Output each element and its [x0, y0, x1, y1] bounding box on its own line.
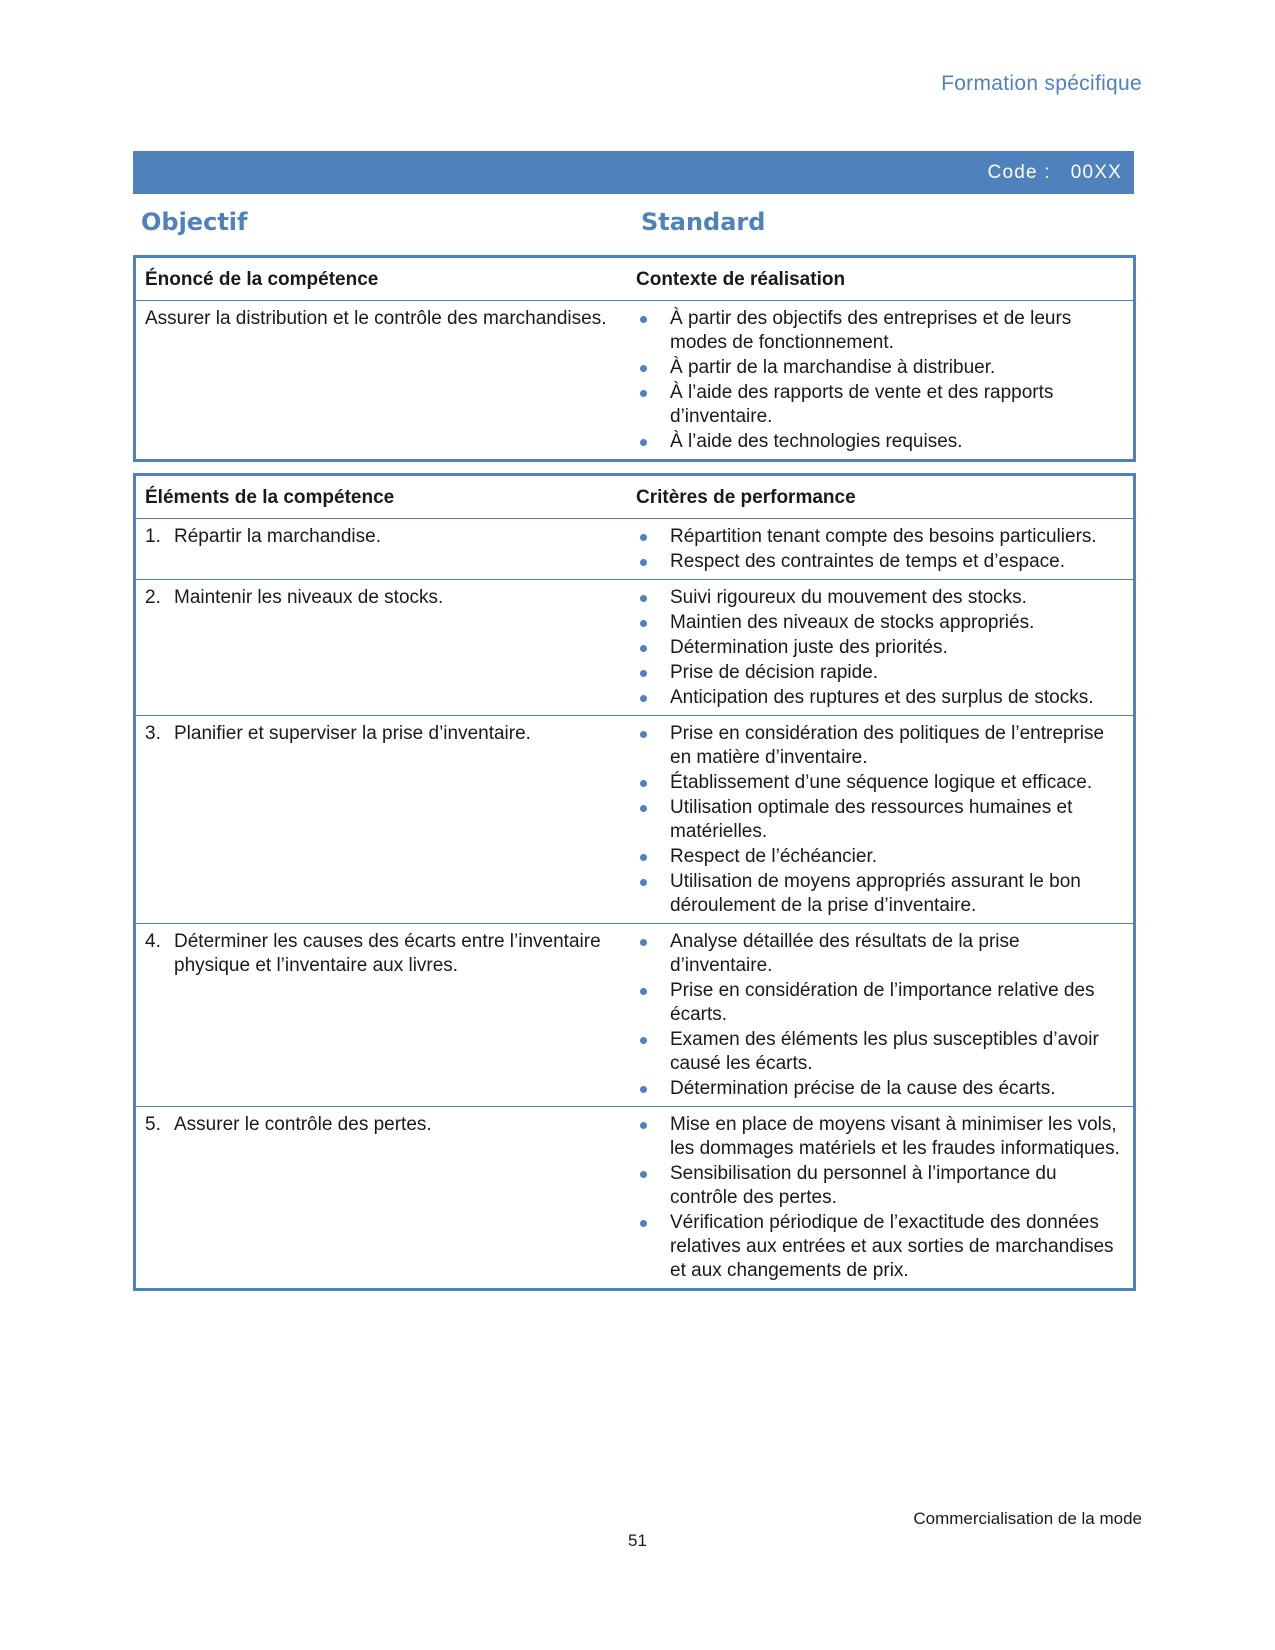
list-item: Détermination juste des priorités.	[636, 636, 1123, 660]
competency-elements-table	[133, 473, 1136, 1291]
list-item: Mise en place de moyens visant à minimiser les vols, les dommages matériels et les fraudes informatiques.	[636, 1113, 1123, 1161]
element-number: 3.	[145, 723, 161, 744]
code-label: Code :	[987, 161, 1051, 183]
element-number: 1.	[145, 526, 161, 547]
list-item: Utilisation de moyens appropriés assurant le bon déroulement de la prise d’inventaire.	[636, 870, 1123, 918]
criteria-list	[636, 525, 1123, 574]
list-item: Anticipation des ruptures et des surplus de stocks.	[636, 686, 1123, 710]
code-value: 00XX	[1070, 161, 1122, 183]
element-text: Maintenir les niveaux de stocks.	[174, 587, 444, 608]
page-number: 51	[628, 1531, 647, 1550]
list-item: Détermination précise de la cause des écarts.	[636, 1077, 1123, 1101]
list-item: Maintien des niveaux de stocks appropriés.	[636, 611, 1123, 635]
list-item: À l’aide des rapports de vente et des rapports d’inventaire.	[636, 381, 1123, 429]
table-row	[136, 580, 1133, 716]
context-list	[636, 307, 1123, 454]
element-item	[145, 525, 627, 549]
table-row	[136, 519, 1133, 580]
criteria-header: Critères de performance	[636, 487, 856, 508]
list-item: Respect de l’échéancier.	[636, 845, 1123, 869]
table-row	[136, 716, 1133, 924]
list-item: Établissement d’une séquence logique et efficace.	[636, 771, 1123, 795]
element-text: Déterminer les causes des écarts entre l’inventaire physique et l’inventaire aux livres.	[174, 931, 601, 976]
list-item: Examen des éléments les plus susceptibles d’avoir causé les écarts.	[636, 1028, 1123, 1076]
list-item: Prise en considération des politiques de l’entreprise en matière d’inventaire.	[636, 722, 1123, 770]
list-item: Analyse détaillée des résultats de la prise d’inventaire.	[636, 930, 1123, 978]
list-item: Prise de décision rapide.	[636, 661, 1123, 685]
table-header-row	[136, 476, 1133, 519]
competency-statement: Assurer la distribution et le contrôle des marchandises.	[145, 308, 607, 329]
element-text: Planifier et superviser la prise d’inventaire.	[174, 723, 531, 744]
list-item: Suivi rigoureux du mouvement des stocks.	[636, 586, 1123, 610]
list-item: À l’aide des technologies requises.	[636, 430, 1123, 454]
list-item: Sensibilisation du personnel à l’importance du contrôle des pertes.	[636, 1162, 1123, 1210]
list-item: Respect des contraintes de temps et d’espace.	[636, 550, 1123, 574]
list-item: Vérification périodique de l’exactitude des données relatives aux entrées et aux sorties de marchandises et aux changements de prix.	[636, 1211, 1123, 1283]
table-row	[136, 301, 1133, 459]
element-text: Répartir la marchandise.	[174, 526, 381, 547]
element-item	[145, 930, 627, 978]
table-header-row	[136, 258, 1133, 301]
footer-program: Commercialisation de la mode	[913, 1509, 1142, 1528]
list-item: Répartition tenant compte des besoins particuliers.	[636, 525, 1123, 549]
criteria-list	[636, 586, 1123, 710]
element-item	[145, 586, 627, 610]
elements-header: Éléments de la compétence	[145, 487, 395, 508]
criteria-list	[636, 1113, 1123, 1283]
statement-header: Énoncé de la compétence	[145, 269, 379, 290]
list-item: Utilisation optimale des ressources humaines et matérielles.	[636, 796, 1123, 844]
criteria-list	[636, 930, 1123, 1101]
criteria-list	[636, 722, 1123, 918]
element-number: 5.	[145, 1114, 161, 1135]
element-item	[145, 722, 627, 746]
element-number: 4.	[145, 931, 161, 952]
code-bar	[133, 151, 1134, 194]
list-item: À partir de la marchandise à distribuer.	[636, 356, 1123, 380]
list-item: Prise en considération de l’importance relative des écarts.	[636, 979, 1123, 1027]
standard-heading: Standard	[641, 208, 766, 236]
section-title: Formation spécifique	[941, 72, 1142, 95]
element-item	[145, 1113, 627, 1137]
competency-statement-table	[133, 255, 1136, 462]
list-item: À partir des objectifs des entreprises et de leurs modes de fonctionnement.	[636, 307, 1123, 355]
objective-heading: Objectif	[141, 208, 248, 236]
element-text: Assurer le contrôle des pertes.	[174, 1114, 432, 1135]
context-header: Contexte de réalisation	[636, 269, 846, 290]
table-row	[136, 1107, 1133, 1288]
element-number: 2.	[145, 587, 161, 608]
table-row	[136, 924, 1133, 1107]
